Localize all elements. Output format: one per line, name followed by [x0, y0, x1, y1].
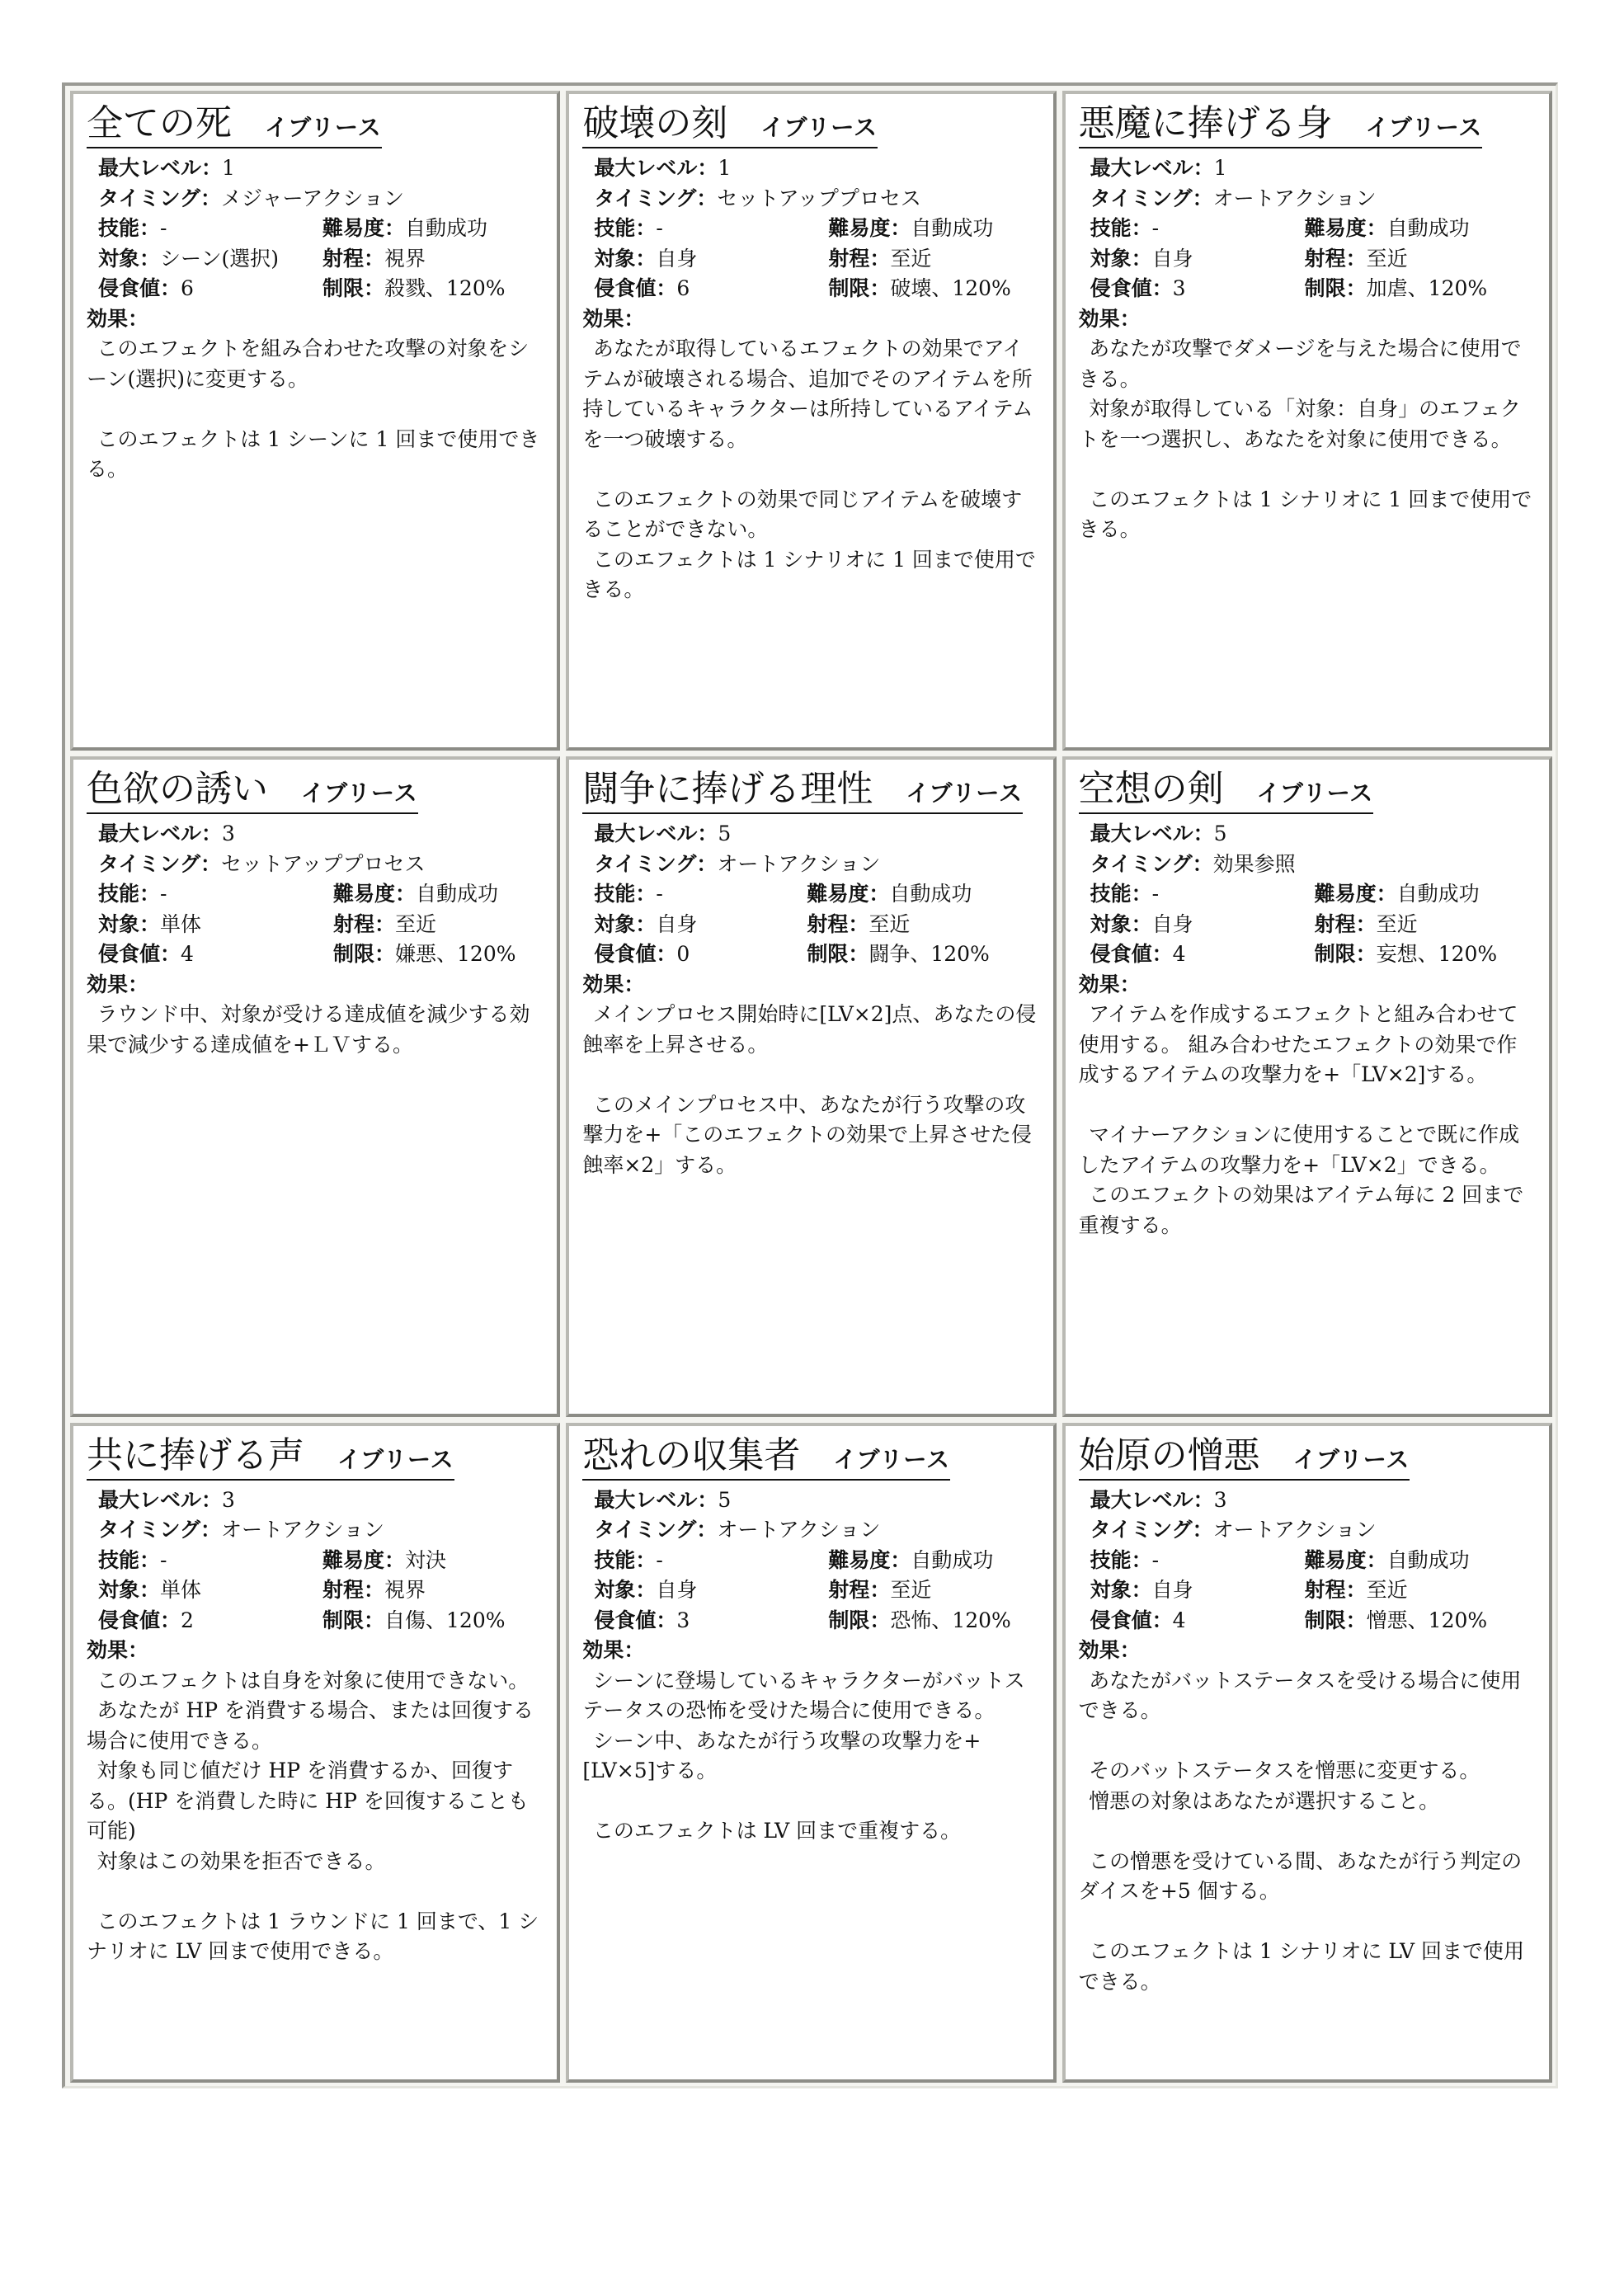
effect-spacer: [87, 1876, 542, 1907]
erosion-row: [1079, 274, 1534, 304]
difficulty-value: 対決: [405, 1547, 447, 1572]
limit-value: 妄想、120%: [1376, 942, 1498, 967]
limit-value: 破壊、120%: [890, 276, 1011, 300]
difficulty-label: 難易度：: [807, 882, 890, 906]
limit-label: 制限：: [322, 1608, 385, 1632]
maxlevel-row: [582, 1486, 1038, 1516]
erosion-row: [1079, 939, 1534, 970]
limit-label: 制限：: [333, 942, 396, 967]
erosion-row: [582, 274, 1038, 304]
range-value: 至近: [868, 911, 911, 936]
effect-card-sheet: [62, 82, 1558, 2088]
limit-value: 闘争、120%: [868, 942, 990, 967]
effect-heading: 効果：: [87, 972, 149, 996]
effect-card: [566, 756, 1056, 1416]
effect-paragraph: 憎悪の対象はあなたが選択すること。: [1089, 1788, 1440, 1813]
effect-spacer: [1079, 1907, 1534, 1938]
difficulty-label: 難易度：: [828, 216, 911, 240]
difficulty-label: 難易度：: [828, 1547, 911, 1572]
skill-value: -: [160, 216, 167, 240]
timing-row: [87, 850, 542, 880]
effect-paragraph: あなたが HP を消費する場合、または回復する場合に使用できる。: [87, 1698, 534, 1753]
target-row: [87, 244, 542, 275]
effect-paragraph: 対象も同じ値だけ HP を消費するか、回復する。(HP を消費した時に HP を回復することも可能): [87, 1759, 529, 1843]
effect-paragraph: このメインプロセス中、あなたが行う攻撃の攻撃力を+「このエフェクトの効果で上昇させた侵蝕率×2」する。: [582, 1092, 1033, 1177]
range-value: 至近: [890, 246, 932, 271]
maxlevel-label: 最大レベル：: [98, 1487, 223, 1512]
effect-paragraph: このエフェクトの効果で同じアイテムを破壊することができない。: [582, 487, 1023, 541]
limit-label: 制限：: [1304, 1608, 1367, 1632]
difficulty-value: 自動成功: [889, 882, 972, 906]
target-row: [582, 910, 1038, 940]
effect-paragraph: このエフェクトは 1 シーンに 1 回まで使用できる。: [87, 426, 540, 481]
range-value: 至近: [395, 911, 437, 936]
timing-label: タイミング：: [98, 851, 222, 876]
limit-value: 自傷、120%: [384, 1608, 506, 1632]
range-label: 射程：: [1304, 246, 1367, 271]
timing-value: セットアッププロセス: [221, 851, 426, 876]
timing-row: [582, 850, 1038, 880]
erosion-value: 3: [1172, 276, 1186, 300]
maxlevel-value: 1: [718, 156, 732, 180]
card-heading: [582, 1434, 950, 1481]
card-heading: [87, 768, 418, 814]
limit-label: 制限：: [828, 276, 891, 300]
timing-label: タイミング：: [98, 186, 222, 210]
target-value: 自身: [1151, 1578, 1193, 1603]
target-label: 対象：: [594, 1578, 657, 1603]
target-label: 対象：: [1090, 911, 1152, 936]
effect-text: [1079, 1000, 1534, 1241]
range-value: 至近: [890, 1578, 932, 1603]
skill-row: [582, 214, 1038, 244]
limit-value: 加虐、120%: [1366, 276, 1488, 300]
timing-value: オートアクション: [717, 1518, 881, 1542]
difficulty-value: 自動成功: [405, 216, 488, 240]
maxlevel-row: [1079, 153, 1534, 184]
effect-heading: 効果：: [582, 306, 645, 331]
timing-label: タイミング：: [594, 851, 718, 876]
limit-value: 恐怖、120%: [890, 1608, 1011, 1632]
maxlevel-label: 最大レベル：: [98, 822, 223, 846]
timing-label: タイミング：: [1090, 186, 1213, 210]
limit-value: 憎悪、120%: [1366, 1608, 1488, 1632]
difficulty-label: 難易度：: [1304, 1547, 1387, 1572]
difficulty-label: 難易度：: [333, 882, 417, 906]
syndrome-name: イブリース: [760, 114, 878, 141]
effect-text: [582, 1000, 1038, 1180]
effect-heading: 効果：: [1078, 306, 1141, 331]
maxlevel-label: 最大レベル：: [98, 156, 223, 180]
effect-card: [566, 91, 1056, 751]
target-label: 対象：: [98, 1578, 161, 1603]
maxlevel-value: 1: [1213, 156, 1227, 180]
target-row: [87, 1575, 542, 1606]
timing-row: [87, 1515, 542, 1546]
maxlevel-row: [1079, 1486, 1534, 1516]
target-row: [1079, 1575, 1534, 1606]
effect-paragraph: このエフェクトは自身を対象に使用できない。: [96, 1668, 530, 1693]
erosion-label: 侵食値：: [98, 942, 181, 967]
target-value: 自身: [1151, 246, 1193, 271]
effect-spacer: [582, 1787, 1038, 1817]
erosion-row: [582, 1606, 1038, 1636]
range-value: 至近: [1366, 246, 1408, 271]
target-label: 対象：: [1090, 246, 1152, 271]
limit-label: 制限：: [1304, 276, 1367, 300]
effect-paragraph: このエフェクトは 1 シナリオに 1 回まで使用できる。: [582, 547, 1036, 601]
target-row: [1079, 910, 1534, 940]
range-value: 視界: [384, 1578, 426, 1603]
syndrome-name: イブリース: [337, 1445, 454, 1473]
timing-label: タイミング：: [594, 1518, 718, 1542]
effect-spacer: [582, 1060, 1038, 1090]
effect-name: 悪魔に捧げる身: [1078, 102, 1333, 144]
effect-card: [1062, 756, 1552, 1416]
maxlevel-label: 最大レベル：: [1090, 822, 1214, 846]
difficulty-label: 難易度：: [1304, 216, 1387, 240]
effect-paragraph: このエフェクトの効果はアイテム毎に 2 回まで重複する。: [1078, 1183, 1524, 1237]
card-heading: [87, 1434, 454, 1481]
syndrome-name: イブリース: [833, 1445, 950, 1473]
effect-card: [566, 1423, 1056, 2083]
maxlevel-label: 最大レベル：: [1090, 1487, 1214, 1512]
erosion-row: [1079, 1606, 1534, 1636]
skill-row: [1079, 1546, 1534, 1576]
erosion-value: 0: [676, 942, 690, 967]
effect-paragraph: ラウンド中、対象が受ける達成値を減少する効果で減少する達成値を+ＬＶする。: [87, 1002, 530, 1057]
maxlevel-value: 5: [1213, 822, 1227, 846]
effect-spacer: [87, 394, 542, 425]
effect-paragraph: このエフェクトは 1 シナリオに LV 回まで使用できる。: [1078, 1939, 1525, 1994]
target-label: 対象：: [1090, 1578, 1152, 1603]
erosion-label: 侵食値：: [98, 276, 181, 300]
effect-card: [1062, 1423, 1552, 2083]
difficulty-value: 自動成功: [911, 1547, 994, 1572]
target-row: [582, 1575, 1038, 1606]
erosion-row: [582, 939, 1038, 970]
maxlevel-label: 最大レベル：: [594, 1487, 718, 1512]
effect-paragraph: あなたがバットステータスを受ける場合に使用できる。: [1078, 1668, 1522, 1723]
erosion-label: 侵食値：: [98, 1608, 181, 1632]
effect-paragraph: そのバットステータスを憎悪に変更する。: [1089, 1759, 1480, 1783]
limit-label: 制限：: [807, 942, 869, 967]
effect-spacer: [1079, 1090, 1534, 1121]
skill-value: -: [656, 882, 663, 906]
timing-value: メジャーアクション: [221, 186, 405, 210]
card-grid: [70, 91, 1552, 2083]
effect-name: 空想の剣: [1078, 768, 1224, 811]
limit-label: 制限：: [1314, 942, 1377, 967]
effect-paragraph: このエフェクトは 1 ラウンドに 1 回まで、1 シナリオに LV 回まで使用できる。: [87, 1909, 539, 1964]
limit-label: 制限：: [828, 1608, 891, 1632]
erosion-row: [87, 1606, 542, 1636]
skill-row: [87, 879, 542, 910]
effect-paragraph: マイナーアクションに使用することで既に作成したアイテムの攻撃力を+「LV×2」できる。: [1078, 1123, 1520, 1177]
difficulty-value: 自動成功: [1386, 216, 1470, 240]
effect-text: [582, 1666, 1038, 1847]
timing-label: タイミング：: [594, 186, 718, 210]
limit-value: 殺戮、120%: [384, 276, 506, 300]
erosion-value: 4: [1172, 1608, 1186, 1632]
range-value: 視界: [384, 246, 426, 271]
maxlevel-row: [87, 153, 542, 184]
skill-value: -: [160, 882, 167, 906]
effect-spacer: [1079, 1816, 1534, 1847]
card-heading: [582, 102, 878, 148]
effect-name: 始原の憎悪: [1078, 1434, 1260, 1476]
skill-label: 技能：: [98, 882, 161, 906]
effect-text: [87, 1666, 542, 1967]
effect-paragraph: アイテムを作成するエフェクトと組み合わせて使用する。 組み合わせたエフェクトの効果で作成するアイテムの攻撃力を+「LV×2]する。: [1078, 1002, 1518, 1087]
target-value: 単体: [160, 1578, 202, 1603]
difficulty-label: 難易度：: [322, 216, 406, 240]
effect-heading: 効果：: [1078, 972, 1141, 996]
syndrome-name: イブリース: [1365, 114, 1483, 141]
maxlevel-label: 最大レベル：: [594, 156, 718, 180]
difficulty-label: 難易度：: [1314, 882, 1397, 906]
range-label: 射程：: [828, 1578, 891, 1603]
erosion-value: 3: [676, 1608, 690, 1632]
skill-value: -: [1151, 882, 1160, 906]
card-heading: [87, 102, 382, 148]
timing-label: タイミング：: [1090, 851, 1213, 876]
skill-label: 技能：: [594, 882, 657, 906]
effect-spacer: [582, 454, 1038, 485]
timing-row: [582, 1515, 1038, 1546]
range-label: 射程：: [1304, 1578, 1367, 1603]
range-label: 射程：: [807, 911, 869, 936]
card-heading: [582, 768, 1023, 814]
card-heading: [1079, 1434, 1410, 1481]
effect-heading: 効果：: [582, 972, 645, 996]
maxlevel-row: [1079, 819, 1534, 850]
effect-name: 共に捧げる声: [87, 1434, 304, 1476]
skill-label: 技能：: [98, 216, 161, 240]
maxlevel-row: [87, 819, 542, 850]
timing-label: タイミング：: [1090, 1518, 1213, 1542]
difficulty-value: 自動成功: [1386, 1547, 1470, 1572]
erosion-label: 侵食値：: [1090, 942, 1173, 967]
maxlevel-row: [582, 819, 1038, 850]
maxlevel-value: 3: [222, 1487, 235, 1512]
timing-value: オートアクション: [1212, 186, 1377, 210]
maxlevel-value: 5: [718, 1487, 732, 1512]
erosion-label: 侵食値：: [594, 276, 677, 300]
erosion-row: [87, 274, 542, 304]
erosion-label: 侵食値：: [594, 1608, 677, 1632]
effect-name: 色欲の誘い: [87, 768, 268, 811]
effect-heading: 効果：: [1078, 1638, 1141, 1663]
range-label: 射程：: [828, 246, 891, 271]
range-label: 射程：: [1314, 911, 1377, 936]
range-value: 至近: [1366, 1578, 1408, 1603]
timing-row: [87, 184, 542, 214]
target-label: 対象：: [98, 246, 161, 271]
limit-value: 嫌悪、120%: [395, 942, 516, 967]
effect-heading: 効果：: [87, 306, 149, 331]
effect-name: 闘争に捧げる理性: [582, 768, 873, 811]
target-label: 対象：: [98, 911, 161, 936]
erosion-value: 6: [181, 276, 194, 300]
difficulty-value: 自動成功: [911, 216, 994, 240]
effect-card: [70, 1423, 560, 2083]
target-value: 自身: [1151, 911, 1193, 936]
skill-value: -: [656, 216, 663, 240]
effect-heading: 効果：: [582, 1638, 645, 1663]
range-label: 射程：: [322, 1578, 385, 1603]
card-heading: [1079, 768, 1374, 814]
target-label: 対象：: [594, 246, 657, 271]
maxlevel-label: 最大レベル：: [594, 822, 718, 846]
timing-value: オートアクション: [1212, 1518, 1377, 1542]
skill-row: [87, 214, 542, 244]
maxlevel-value: 5: [718, 822, 732, 846]
effect-paragraph: このエフェクトを組み合わせた攻撃の対象をシーン(選択)に変更する。: [87, 337, 530, 391]
range-label: 射程：: [333, 911, 396, 936]
target-value: 自身: [656, 911, 698, 936]
erosion-value: 4: [1172, 942, 1186, 967]
effect-card: [70, 756, 560, 1416]
effect-paragraph: シーンに登場しているキャラクターがバットステータスの恐怖を受けた場合に使用できる。: [582, 1668, 1025, 1723]
maxlevel-row: [582, 153, 1038, 184]
erosion-row: [87, 939, 542, 970]
difficulty-value: 自動成功: [416, 882, 499, 906]
syndrome-name: イブリース: [1292, 1445, 1410, 1473]
range-value: 至近: [1376, 911, 1418, 936]
effect-heading: 効果：: [87, 1638, 149, 1663]
syndrome-name: イブリース: [301, 779, 418, 807]
timing-value: オートアクション: [221, 1518, 385, 1542]
effect-name: 恐れの収集者: [582, 1434, 801, 1476]
timing-row: [1079, 850, 1534, 880]
range-label: 射程：: [322, 246, 385, 271]
effect-spacer: [1079, 454, 1534, 485]
effect-text: [1079, 1666, 1534, 1998]
timing-row: [582, 184, 1038, 214]
erosion-value: 4: [181, 942, 194, 967]
maxlevel-value: 3: [1213, 1487, 1227, 1512]
target-value: 自身: [656, 246, 698, 271]
effect-text: [582, 334, 1038, 605]
maxlevel-row: [87, 1486, 542, 1516]
timing-value: オートアクション: [717, 851, 881, 876]
erosion-value: 2: [181, 1608, 194, 1632]
maxlevel-value: 3: [222, 822, 235, 846]
effect-paragraph: あなたが取得しているエフェクトの効果でアイテムが破壊される場合、追加でそのアイテムを所持しているキャラクターは所持しているアイテムを一つ破壊する。: [582, 337, 1033, 451]
effect-paragraph: この憎悪を受けている間、あなたが行う判定のダイスを+5 個する。: [1078, 1848, 1523, 1904]
skill-row: [582, 879, 1038, 910]
effect-name: 全ての死: [87, 102, 232, 144]
skill-label: 技能：: [594, 1547, 657, 1572]
effect-card: [1062, 91, 1552, 751]
erosion-label: 侵食値：: [594, 942, 677, 967]
effect-text: [1079, 334, 1534, 545]
effect-text: [87, 1000, 542, 1060]
target-row: [1079, 244, 1534, 275]
difficulty-value: 自動成功: [1396, 882, 1480, 906]
limit-label: 制限：: [322, 276, 385, 300]
card-heading: [1079, 102, 1483, 148]
effect-paragraph: メインプロセス開始時に[LV×2]点、あなたの侵蝕率を上昇させる。: [582, 1002, 1037, 1057]
skill-label: 技能：: [1090, 216, 1152, 240]
effect-text: [87, 334, 542, 485]
skill-value: -: [1151, 1547, 1160, 1572]
difficulty-label: 難易度：: [322, 1547, 406, 1572]
skill-row: [1079, 879, 1534, 910]
effect-paragraph: 対象はこの効果を拒否できる。: [96, 1848, 386, 1873]
skill-label: 技能：: [594, 216, 657, 240]
target-value: シーン(選択): [160, 246, 280, 271]
target-value: 自身: [656, 1578, 698, 1603]
target-label: 対象：: [594, 911, 657, 936]
timing-row: [1079, 1515, 1534, 1546]
effect-paragraph: このエフェクトは LV 回まで重複する。: [592, 1819, 962, 1843]
skill-value: -: [1151, 216, 1160, 240]
timing-label: タイミング：: [98, 1518, 222, 1542]
skill-row: [582, 1546, 1038, 1576]
target-row: [87, 910, 542, 940]
timing-value: 効果参照: [1212, 851, 1296, 876]
erosion-value: 6: [676, 276, 690, 300]
effect-paragraph: 対象が取得している「対象：自身」のエフェクトを一つ選択し、あなたを対象に使用できる。: [1078, 397, 1521, 451]
syndrome-name: イブリース: [1256, 779, 1374, 807]
effect-name: 破壊の刻: [582, 102, 728, 144]
effect-card: [70, 91, 560, 751]
syndrome-name: イブリース: [906, 779, 1023, 807]
effect-paragraph: このエフェクトは 1 シナリオに 1 回まで使用できる。: [1078, 487, 1532, 541]
target-value: 単体: [160, 911, 202, 936]
syndrome-name: イブリース: [265, 114, 382, 141]
target-row: [582, 244, 1038, 275]
skill-value: -: [656, 1547, 663, 1572]
effect-spacer: [1079, 1726, 1534, 1757]
timing-row: [1079, 184, 1534, 214]
skill-value: -: [160, 1547, 167, 1572]
maxlevel-value: 1: [222, 156, 235, 180]
timing-value: セットアッププロセス: [717, 186, 921, 210]
skill-label: 技能：: [1090, 1547, 1152, 1572]
skill-label: 技能：: [1090, 882, 1152, 906]
effect-paragraph: あなたが攻撃でダメージを与えた場合に使用できる。: [1078, 337, 1522, 391]
skill-label: 技能：: [98, 1547, 161, 1572]
skill-row: [1079, 214, 1534, 244]
erosion-label: 侵食値：: [1090, 1608, 1173, 1632]
erosion-label: 侵食値：: [1090, 276, 1173, 300]
skill-row: [87, 1546, 542, 1576]
maxlevel-label: 最大レベル：: [1090, 156, 1214, 180]
effect-paragraph: シーン中、あなたが行う攻撃の攻撃力を+[LV×5]する。: [582, 1728, 981, 1783]
